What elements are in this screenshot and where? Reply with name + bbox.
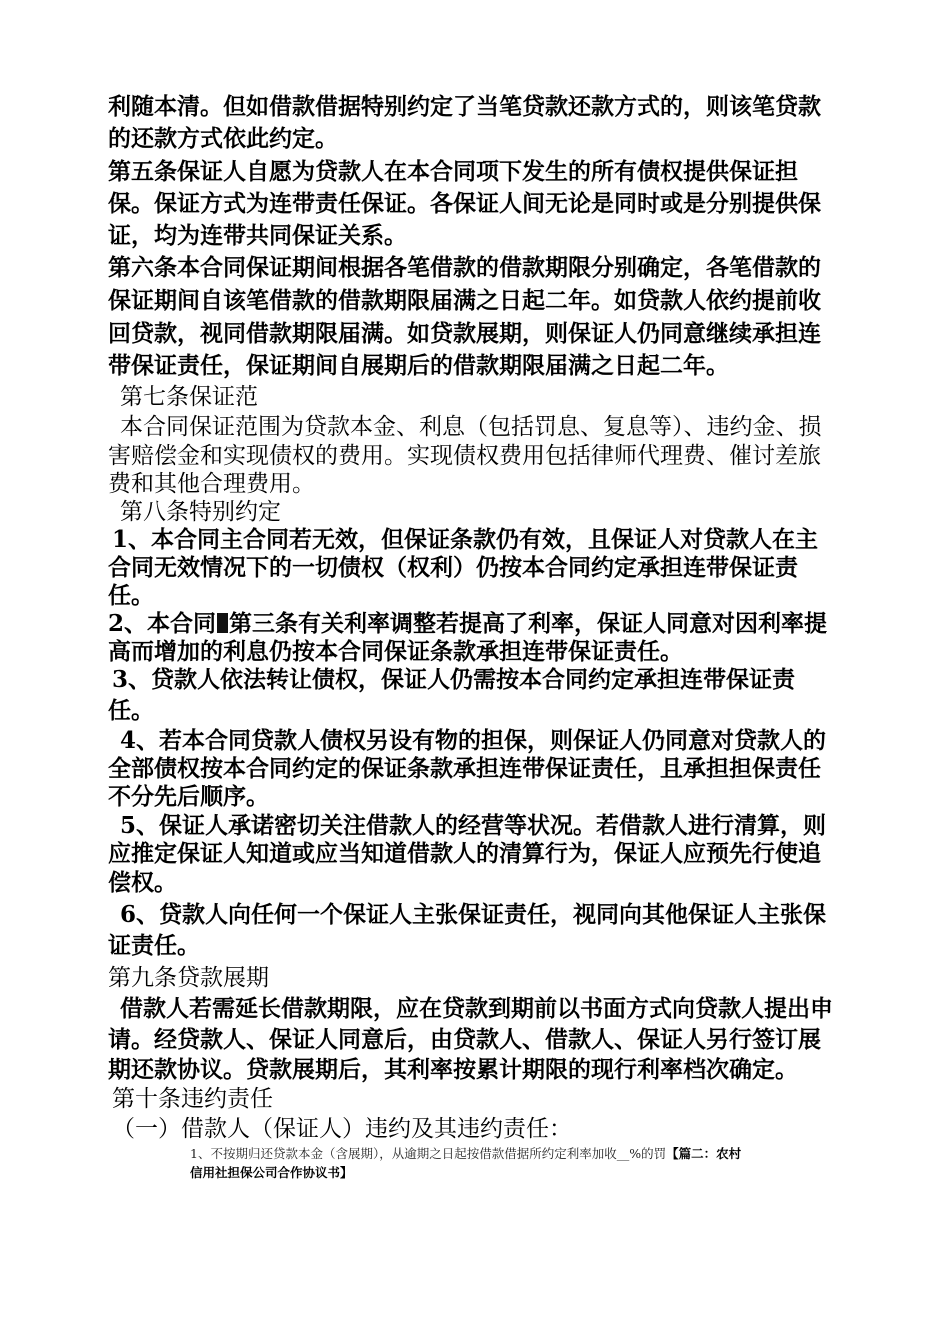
text-line: 第五条保证人自愿为贷款人在本合同项下发生的所有债权提供保证担 xyxy=(108,158,798,185)
text-line: 6、贷款人向任何一个保证人主张保证责任，视同向其他保证人主张保 xyxy=(120,901,827,928)
footnote-text: 1、不按期归还贷款本金（含展期），从逾期之日起按借款借据所约定利率加收__%的罚 xyxy=(190,1146,667,1161)
text-line: 不分先后顺序。 xyxy=(108,783,269,810)
footnote-line xyxy=(190,1165,353,1181)
text-line: 任。 xyxy=(108,697,154,724)
text-line: 费和其他合理费用。 xyxy=(108,471,315,497)
text-line: 带保证责任，保证期间自展期后的借款期限届满之日起二年。 xyxy=(108,352,729,379)
text-line: 第六条本合同保证期间根据各笔借款的借款期限分别确定，各笔借款的 xyxy=(108,254,821,281)
section-heading: 第七条保证范 xyxy=(120,384,258,410)
subsection-heading: （一）借款人（保证人）违约及其违约责任： xyxy=(112,1116,572,1142)
text-line xyxy=(108,610,827,640)
text-line: 保。保证方式为连带责任保证。各保证人间无论是同时或是分别提供保 xyxy=(108,190,821,217)
text-line: 期还款协议。贷款展期后，其利率按累计期限的现行利率档次确定。 xyxy=(108,1056,798,1083)
footnote-tag: 【篇二：农村 xyxy=(666,1146,742,1161)
text-line: 全部债权按本合同约定的保证条款承担连带保证责任，且承担担保责任 xyxy=(108,755,821,782)
text-line: 4、若本合同贷款人债权另设有物的担保，则保证人仍同意对贷款人的 xyxy=(120,727,827,754)
text-line: 保证期间自该笔借款的借款期限届满之日起二年。如贷款人依约提前收 xyxy=(108,287,821,314)
text-line: 借款人若需延长借款期限，应在贷款到期前以书面方式向贷款人提出申 xyxy=(120,995,833,1022)
text-line: 的还款方式依此约定。 xyxy=(108,125,338,152)
text-line: 高而增加的利息仍按本合同保证条款承担连带保证责任。 xyxy=(108,638,683,665)
text-line: 任。 xyxy=(108,582,154,609)
section-heading: 第十条违约责任 xyxy=(112,1086,273,1112)
footnote-line xyxy=(190,1146,741,1162)
text-line: 本合同保证范围为贷款本金、利息（包括罚息、复息等）、违约金、损 xyxy=(120,414,822,440)
text-line: 应推定保证人知道或应当知道借款人的清算行为，保证人应预先行使追 xyxy=(108,840,821,867)
text-line: 回贷款，视同借款期限届满。如贷款展期，则保证人仍同意继续承担连 xyxy=(108,320,821,347)
text-line: 3、贷款人依法转让债权，保证人仍需按本合同约定承担连带保证责 xyxy=(112,666,796,693)
text-line: 证责任。 xyxy=(108,932,200,959)
text-line: 合同无效情况下的一切债权（权利）仍按本合同约定承担连带保证责 xyxy=(108,554,798,581)
section-heading: 第九条贷款展期 xyxy=(108,965,269,991)
text-fragment: 第三条有关利率调整若提高了利率，保证人同意对因利率提 xyxy=(229,610,828,637)
text-line: 证，均为连带共同保证关系。 xyxy=(108,222,407,249)
unknown-glyph-icon xyxy=(217,613,228,633)
text-line: 利随本清。但如借款借据特别约定了当笔贷款还款方式的，则该笔贷款 xyxy=(108,93,821,120)
text-line: 1、本合同主合同若无效，但保证条款仍有效，且保证人对贷款人在主 xyxy=(112,526,819,553)
text-line: 请。经贷款人、保证人同意后，由贷款人、借款人、保证人另行签订展 xyxy=(108,1026,821,1053)
text-line: 害赔偿金和实现债权的费用。实现债权费用包括律师代理费、催讨差旅 xyxy=(108,443,821,469)
text-line: 5、保证人承诺密切关注借款人的经营等状况。若借款人进行清算，则 xyxy=(120,812,827,839)
text-fragment: 2、本合同 xyxy=(108,610,217,637)
footnote-tag: 信用社担保公司合作协议书】 xyxy=(190,1165,353,1180)
text-line: 偿权。 xyxy=(108,869,177,896)
section-heading: 第八条特别约定 xyxy=(120,499,281,525)
